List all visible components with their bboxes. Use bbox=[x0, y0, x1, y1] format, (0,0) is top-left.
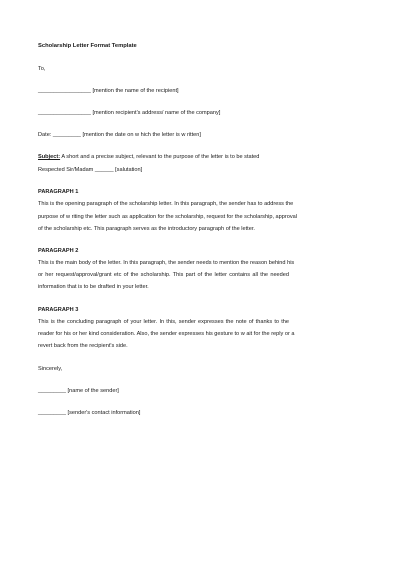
subject-text: A short and a precise subject, relevant to the purpose of the letter is to be stated bbox=[60, 154, 260, 160]
subject-label: Subject: bbox=[38, 154, 61, 160]
to-line: To, bbox=[38, 66, 46, 72]
sender-contact-line: _________ [sender's contact information] bbox=[38, 410, 141, 416]
recipient-address-line: _________________ [mention recipient's address/ name of the company] bbox=[38, 110, 221, 116]
paragraph3-line: This is the concluding paragraph of your letter. In this, sender expresses the note of thanks to the bbox=[38, 319, 289, 325]
paragraph3-line: revert back from the recipient's side. bbox=[38, 343, 128, 349]
paragraph3-line: reader for his or her kind consideration. Also, the sender expresses his gesture to w ait for the reply or a bbox=[38, 331, 295, 337]
date-line: Date: _________ [mention the date on w hich the letter is w ritten] bbox=[38, 132, 201, 138]
paragraph1-heading: PARAGRAPH 1 bbox=[38, 189, 79, 195]
paragraph1-line: This is the opening paragraph of the scholarship letter. In this paragraph, the sender has to address the bbox=[38, 201, 294, 207]
paragraph2-heading: PARAGRAPH 2 bbox=[38, 248, 79, 254]
paragraph1-line: purpose of w riting the letter such as application for the scholarship, request for the scholarship, approval bbox=[38, 214, 298, 220]
paragraph2-line: or her request/approval/grant etc of the scholarship. This part of the letter contains all the needed bbox=[38, 272, 289, 278]
recipient-name-line: _________________ [mention the name of the recipient] bbox=[38, 88, 179, 94]
paragraph3-heading: PARAGRAPH 3 bbox=[38, 307, 79, 313]
sender-name-line: _________ [name of the sender] bbox=[38, 388, 119, 394]
paragraph1-line: of the scholarship etc. This paragraph serves as the introductory paragraph of the letter. bbox=[38, 226, 255, 232]
salutation-line: Respected Sir/Madam ______ [salutation] bbox=[38, 167, 143, 173]
paragraph2-line: information that is to be drafted in your letter. bbox=[38, 284, 149, 290]
closing-line: Sincerely, bbox=[38, 366, 63, 372]
document-title: Scholarship Letter Format Template bbox=[38, 43, 137, 49]
subject-line bbox=[38, 154, 259, 161]
paragraph2-line: This is the main body of the letter. In this paragraph, the sender needs to mention the reason behind his bbox=[38, 260, 295, 266]
